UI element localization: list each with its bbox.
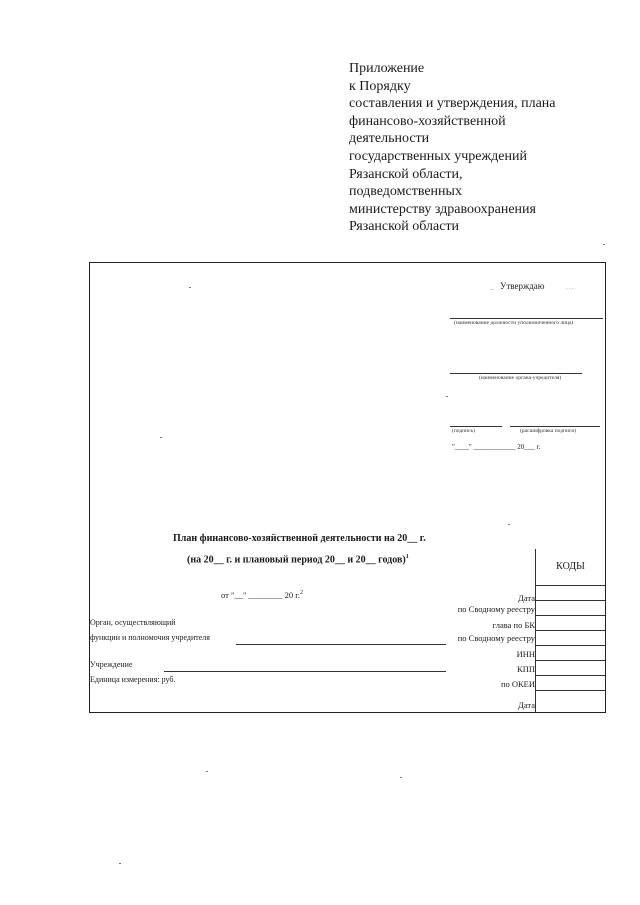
organ-field-line[interactable] [236,644,446,645]
code-label: КПП [517,664,535,674]
code-label: по Сводному реестру [457,633,535,643]
organ-label-1: Орган, осуществляющий [90,618,176,627]
appendix-line: Приложение [349,61,425,76]
appendix-line: подведомственных [349,184,462,200]
code-label: глава по БК [492,620,535,630]
scan-speck [446,396,448,397]
plan-date-from [221,590,303,600]
institution-field-line[interactable] [164,671,446,672]
approve-dash: _ [490,285,493,291]
institution-label: Учреждение [90,660,133,669]
codes-header: КОДЫ [536,549,605,586]
scan-speck [508,524,510,525]
approval-date[interactable]: "____" ____________ 20___ г. [452,443,541,451]
unit-label: Единица измерения: руб. [90,675,176,684]
appendix-line: Рязанской области [349,219,460,235]
signature-line[interactable] [450,426,502,427]
scan-speck [400,777,402,778]
code-cell[interactable] [536,600,605,616]
organ-label-2: функции и полномочия учредителя [90,633,210,642]
code-label: по ОКЕИ [500,679,535,689]
footnote-2: 2 [299,590,303,597]
appendix-line: деятельности [349,131,430,147]
approve-label: Утверждаю [500,281,545,291]
plan-subtitle-text: (на 20__ г. и плановый период 20__ и 20__ годов) [187,554,406,566]
code-label: ИНН [516,649,535,659]
appendix-line: составления и утверждения, плана [349,96,556,112]
appendix-line: министерству здравоохранения [349,201,536,217]
code-cell[interactable] [536,615,605,631]
appendix-line: финансово-хозяйственной [349,113,506,129]
appendix-line: к Порядку [349,78,411,94]
signature-caption: (подпись) [452,428,475,434]
authority-caption: (наименование органа-учредителя) [479,375,562,381]
code-label: Дата [518,593,535,603]
appendix-line: Рязанской области, [349,166,463,182]
form-frame [89,262,606,713]
plan-date-text[interactable]: от "__" ________ 20 г. [221,590,300,600]
scan-speck [160,437,162,438]
plan-subtitle [187,554,409,565]
code-cell[interactable] [536,630,605,646]
code-label: Дата [518,700,535,710]
scan-speck [603,244,605,245]
code-cell[interactable] [536,675,605,691]
code-cell[interactable] [536,645,605,661]
codes-column [535,549,605,712]
scan-speck [189,287,191,288]
approve-dash-right: . . . [566,285,574,291]
code-label: по Сводному реестру [457,604,535,614]
code-cell[interactable] [536,585,605,601]
scan-speck [206,771,208,772]
plan-title: План финансово-хозяйственной деятельности на 20__ г. [173,533,426,544]
code-cell[interactable] [536,660,605,676]
footnote-1: 1 [405,554,409,560]
authority-line[interactable] [450,373,582,374]
position-caption: (наименование должности уполномоченного лица) [454,320,574,326]
decoding-caption: (расшифровка подписи) [520,428,577,434]
decoding-line[interactable] [510,426,600,427]
appendix-line: государственных учреждений [349,148,527,164]
position-line[interactable] [450,318,603,319]
scan-speck [119,863,121,864]
appendix-header [349,60,556,236]
